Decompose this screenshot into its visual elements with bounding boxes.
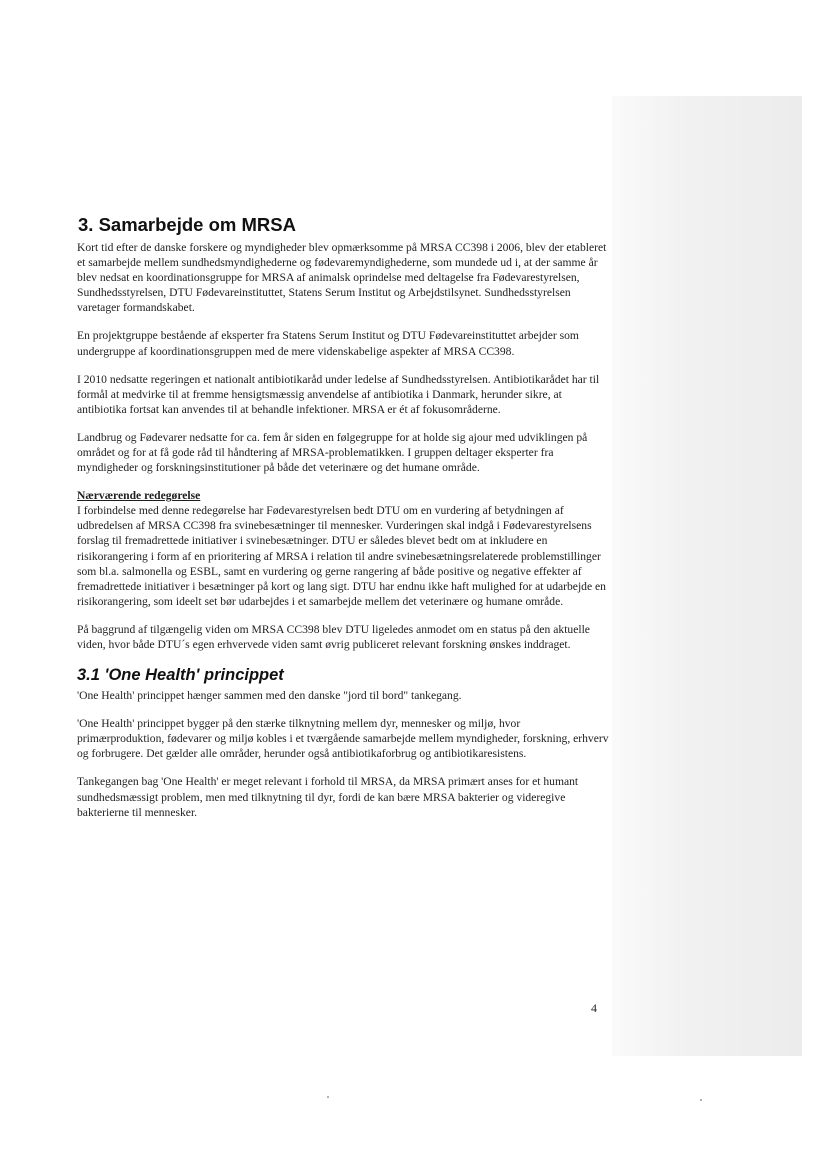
page-number: 4 xyxy=(591,1001,597,1015)
paragraph-status-request: På baggrund af tilgængelig viden om MRSA CC398 blev DTU ligeledes anmodet om en status på den aktuelle viden, hvor både DTU´s egen erhvervede viden samt øvrig publiceret relevant forskning ønskes inddraget. xyxy=(77,622,590,651)
paragraph-coordination-group: Kort tid efter de danske forskere og myndigheder blev opmærksomme på MRSA CC398 i 2006, blev der etableret et samarbejde mellem sundhedsmyndighederne og fødevaremyndighederne, som mundede ud i, at der samme år blev nedsat en koordinationsgruppe for MRSA af animalsk oprindelse med deltagelse fra Fødevarestyrelsen, Sundhedsstyrelsen, DTU Fødevareinstituttet, Statens Serum Institut og Arbejdstilsynet. Sundhedsstyrelsen varetager formandskabet. xyxy=(77,241,607,315)
paragraph-one-health-mrsa: Tankegangen bag 'One Health' er meget relevant i forhold til MRSA, da MRSA primært anses for et humant sundhedsmæssigt problem, men med tilknytning til dyr, fordi de kan bære MRSA bakterier og videregive bakterierne til mennesker. xyxy=(77,775,579,819)
paragraph-current-report: I forbindelse med denne redegørelse har Fødevarestyrelsen bedt DTU om en vurdering af betydningen af udbredelsen af MRSA CC398 fra svinebesætninger til mennesker. Vurderingen skal indgå i Fødevarestyrelsens forslag til fremadrettede initiativer i svinebesætninger. DTU er således blevet bedt om at inkludere en risikorangering i form af en prioritering af MRSA i relation til andre svinebesætningsrelaterede problemstillinger som bl.a. salmonella og ESBL, samt en vurdering og gerne rangering af både positive og negative effekter af fremadrettede initiativer i besætninger på kort og lang sigt. DTU har endnu ikke haft mulighed for at udarbejde en risikorangering, som ideelt set bør udarbejdes i et samarbejde mellem det veterinære og humane område. xyxy=(77,504,606,608)
current-report-heading: Nærværende redegørelse xyxy=(77,489,201,503)
scan-speck xyxy=(700,1099,702,1101)
document-page xyxy=(75,214,610,833)
scan-speck xyxy=(327,1096,329,1098)
paragraph-follow-up-group: Landbrug og Fødevarer nedsatte for ca. fem år siden en følgegruppe for at holde sig ajour med udviklingen på området og for at få gode råd til håndtering af MRSA-problematikken. I gruppen deltager eksperter fra myndigheder og forskningsinstitutioner på både det veterinære og det humane område. xyxy=(77,430,588,475)
current-report-block xyxy=(77,488,610,609)
paragraph-antibiotic-council: I 2010 nedsatte regeringen et nationalt antibiotikaråd under ledelse af Sundhedsstyrelsen. Antibiotikarådet har til formål at medvirke til at fremme hensigtsmæssig anvendelse af antibiotika i Danmark, herunder sikre, at antibiotika fortsat kan anvendes til at behandle infektioner. MRSA er ét af fokusområderne. xyxy=(77,372,600,416)
paragraph-project-group: En projektgruppe bestående af eksperter fra Statens Serum Institut og DTU Fødevareinstituttet arbejder som undergruppe af koordinationsgruppen med de mere videnskabelige aspekter af MRSA CC398. xyxy=(77,329,579,358)
paragraph-one-health-intro: 'One Health' princippet hænger sammen med den danske "jord til bord" tankegang. xyxy=(77,689,462,703)
subsection-heading: 3.1 'One Health' princippet xyxy=(77,666,284,685)
paragraph-one-health-principle: 'One Health' princippet bygger på den stærke tilknytning mellem dyr, mennesker og miljø, hvor primærproduktion, fødevarer og miljø kobles i et tværgående samarbejde mellem myndigheder, forskning, erhverv og forbrugere. Det gælder alle områder, herunder også antibiotikaforbrug og antibiotikaresistens. xyxy=(77,717,609,761)
section-heading: 3. Samarbejde om MRSA xyxy=(78,214,296,235)
scan-shadow xyxy=(612,96,802,1056)
